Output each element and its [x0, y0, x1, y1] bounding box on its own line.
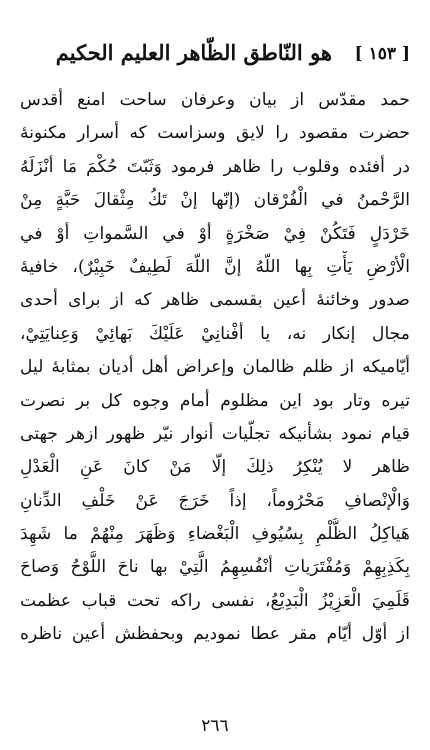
text-line: قيام نمود بشأنيكه تجلّيات أنوار نيّر ظهور ازهر جهتى	[20, 423, 410, 444]
text-line: بِكَذِبِهِمْ وَمُفْتَرَياتِ أنْفُسِهِمُ الَّتِيْ بها ناحَ اللَّوْحُ وَصاحَ	[20, 557, 410, 578]
text-line: الرَّحْمنُ في الْفُرْقان (إنّها إنْ تَكُ مِثْقالَ حَبَّةٍ مِنْ	[20, 190, 410, 211]
body-text	[20, 84, 410, 652]
page-header	[22, 40, 410, 74]
text-line: در أفئده وقلوب را ظاهر فرمود وَثَبّتَ حُكْمَ مَا أنْزَلَهُ	[20, 156, 410, 177]
text-line: مجال إنكار نه، يا أفْنانِيْ عَلَيْكَ بَهائِيْ وَعِنايَتِيْ،	[20, 323, 410, 344]
text-line: قَلَمِيَ الْعَزِيْزُ الْبَدِيْعُ، نفسى راكه تحت قباب عظمت	[20, 590, 410, 611]
tablet-number: [ ١٥٣ ]	[354, 44, 410, 64]
text-line: از أوّل أيّام مقر عطا نموديم وبحفظش أعين ناظره	[20, 624, 410, 645]
text-line: تيره وتار بود اين مظلوم أمام وجوه كل بر نصرت	[20, 390, 410, 411]
text-line: ظاهر لا يُنْكِرُ ذلِكَ إلّا مَنْ كانَ عَنِ الْعَدْلِ	[20, 457, 410, 478]
text-line: الْأرْضِ يَأْتِ بِها اللّهُ إنَّ اللّهَ لَطِيفٌ خَبِيْرٌ)، خافيهٔ	[20, 256, 410, 277]
text-line: خَرْدَلٍ فَتَكُنْ فِيْ صَخْرَةٍ أوْ في السَّمواتِ أوْ في	[20, 223, 410, 244]
page-number: ٢٦٦	[201, 716, 229, 736]
page-title: هو النّاطق الظّاهر العليم الحكيم	[55, 40, 332, 65]
text-line: حمد مقدّس از بيان وعرفان ساحت امنع أقدس	[20, 90, 410, 110]
text-line: صدور وخائنهٔ أعين بقسمى ظاهر كه از براى أحدى	[20, 290, 410, 311]
text-line: وَالْإنْصافِ مَحْرُوماً، إذاً خَرَجَ عَنْ خَلْفِ الدِّنانِ	[20, 490, 410, 511]
text-line: هَياكِلُ الظُّلْمِ بِسُيُوفِ الْبَغْضاءِ وَظَهَرَ مِنْهُمْ ما شَهِدَ	[20, 524, 410, 545]
text-line: حضرت مقصود را لايق وسزاست كه أسرار مكنونهٔ	[20, 123, 410, 144]
text-line: أيّاميكه از ظلم ظالمان وإعراض أهل أديان بمثابهٔ ليل	[20, 357, 410, 378]
